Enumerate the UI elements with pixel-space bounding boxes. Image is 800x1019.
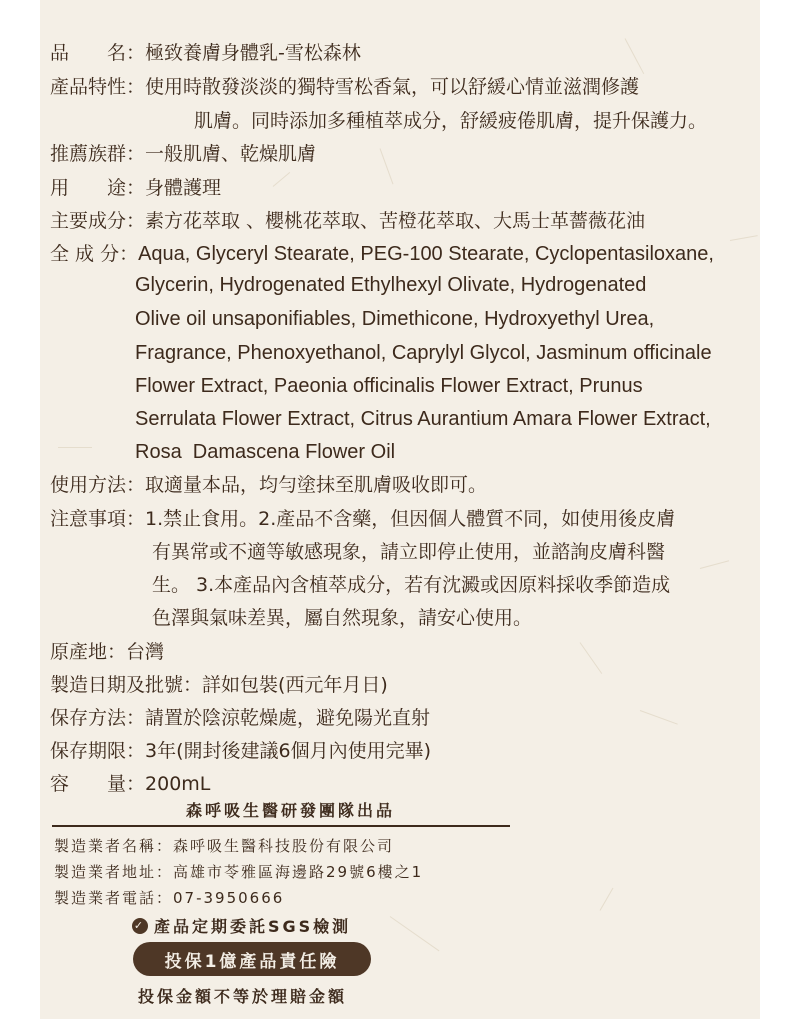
paper-fiber	[625, 38, 645, 74]
spec-label: 保存期限：	[50, 740, 146, 762]
spec-name	[50, 42, 361, 64]
spec-main-ingredients	[50, 210, 645, 232]
ingredient-line: Olive oil unsaponifiables, Dimethicone, Hydroxyethyl Urea,	[135, 308, 655, 330]
spec-value: 詳如包裝(西元年月日)	[202, 674, 388, 696]
spec-value: 使用時散發淡淡的獨特雪松香氣，可以舒緩心情並滋潤修護	[145, 76, 640, 98]
sgs-statement	[132, 914, 351, 937]
spec-value: 台灣	[126, 641, 165, 663]
insurance-badge-label: 投保1億產品責任險	[164, 951, 340, 972]
spec-label: 保存方法：	[50, 707, 146, 729]
ingredient-line: Rosa Damascena Flower Oil	[135, 441, 396, 463]
spec-target	[50, 143, 316, 165]
ingredient-line: Flower Extract, Paeonia officinalis Flower Extract, Prunus	[135, 375, 643, 397]
spec-label: 全 成 分：	[50, 243, 139, 265]
spec-label: 容 量：	[50, 773, 146, 795]
ingredient-line: Fragrance, Phenoxyethanol, Caprylyl Glycol, Jasminum officinale	[135, 342, 712, 364]
spec-value: 取適量本品，均勻塗抹至肌膚吸收即可。	[145, 474, 488, 496]
spec-cautions	[50, 508, 675, 530]
spec-value: 1.禁止食用。2.產品不含藥，但因個人體質不同，如使用後皮膚	[145, 508, 676, 530]
spec-value: 200mL	[145, 773, 211, 795]
spec-label: 製造日期及批號：	[50, 674, 203, 696]
paper-fiber	[640, 710, 678, 725]
insurance-note: 投保金額不等於理賠金額	[138, 987, 348, 1006]
paper-fiber	[600, 888, 614, 911]
spec-origin	[50, 641, 164, 663]
spec-features	[50, 76, 639, 98]
manufacturer-address: 製造業者地址：高雄市苓雅區海邊路29號6樓之1	[54, 863, 424, 881]
insurance-badge	[133, 942, 371, 976]
paper-fiber	[380, 148, 394, 184]
footer-divider	[52, 825, 510, 827]
ingredient-line: Glycerin, Hydrogenated Ethylhexyl Olivate, Hydrogenated	[135, 274, 647, 296]
caution-line: 色澤與氣味差異，屬自然現象，請安心使用。	[152, 607, 533, 629]
spec-label: 主要成分：	[50, 210, 146, 232]
spec-mfg-date	[50, 674, 388, 696]
paper-fiber	[580, 642, 603, 674]
spec-value: 請置於陰涼乾燥處，避免陽光直射	[145, 707, 431, 729]
spec-value: 3年(開封後建議6個月內使用完畢)	[145, 740, 432, 762]
spec-usage	[50, 177, 221, 199]
caution-line: 有異常或不適等敏感現象，請立即停止使用，並諮詢皮膚科醫	[152, 541, 666, 563]
paper-fiber	[730, 235, 758, 241]
spec-label: 用 途：	[50, 177, 146, 199]
spec-features-cont: 肌膚。同時添加多種植萃成分，舒緩疲倦肌膚，提升保護力。	[194, 110, 708, 132]
spec-label: 推薦族群：	[50, 143, 146, 165]
paper-fiber	[273, 172, 290, 187]
spec-shelf-life	[50, 740, 431, 762]
spec-storage	[50, 707, 430, 729]
spec-value: 極致養膚身體乳-雪松森林	[145, 42, 361, 64]
manufacturer-name: 製造業者名稱：森呼吸生醫科技股份有限公司	[54, 837, 395, 855]
paper-fiber	[700, 560, 729, 569]
spec-value: 素方花萃取 、櫻桃花萃取、苦橙花萃取、大馬士革薔薇花油	[145, 210, 646, 232]
spec-label: 使用方法：	[50, 474, 146, 496]
spec-value: 一般肌膚、乾燥肌膚	[145, 143, 317, 165]
paper-background	[40, 0, 760, 1019]
spec-label: 品 名：	[50, 42, 146, 64]
spec-full-ingredients	[50, 243, 714, 265]
spec-label: 注意事項：	[50, 508, 146, 530]
brand-line: 森呼吸生醫研發團隊出品	[186, 801, 396, 820]
caution-line: 生。 3.本產品內含植萃成分，若有沈澱或因原料採收季節造成	[152, 574, 671, 596]
spec-label: 產品特性：	[50, 76, 146, 98]
manufacturer-phone: 製造業者電話：07-3950666	[54, 889, 285, 907]
ingredient-line: Serrulata Flower Extract, Citrus Aurantium Amara Flower Extract,	[135, 408, 711, 430]
spec-value: 身體護理	[145, 177, 222, 199]
spec-volume	[50, 773, 210, 795]
check-circle-icon: ✓	[133, 918, 147, 932]
spec-label: 原產地：	[50, 641, 127, 663]
paper-fiber	[390, 916, 440, 951]
spec-how-to-use	[50, 474, 487, 496]
paper-fiber	[58, 447, 92, 448]
ingredient-line: Aqua, Glyceryl Stearate, PEG-100 Stearate, Cyclopentasiloxane,	[138, 243, 714, 265]
sgs-text: 產品定期委託SGS檢測	[154, 917, 352, 936]
